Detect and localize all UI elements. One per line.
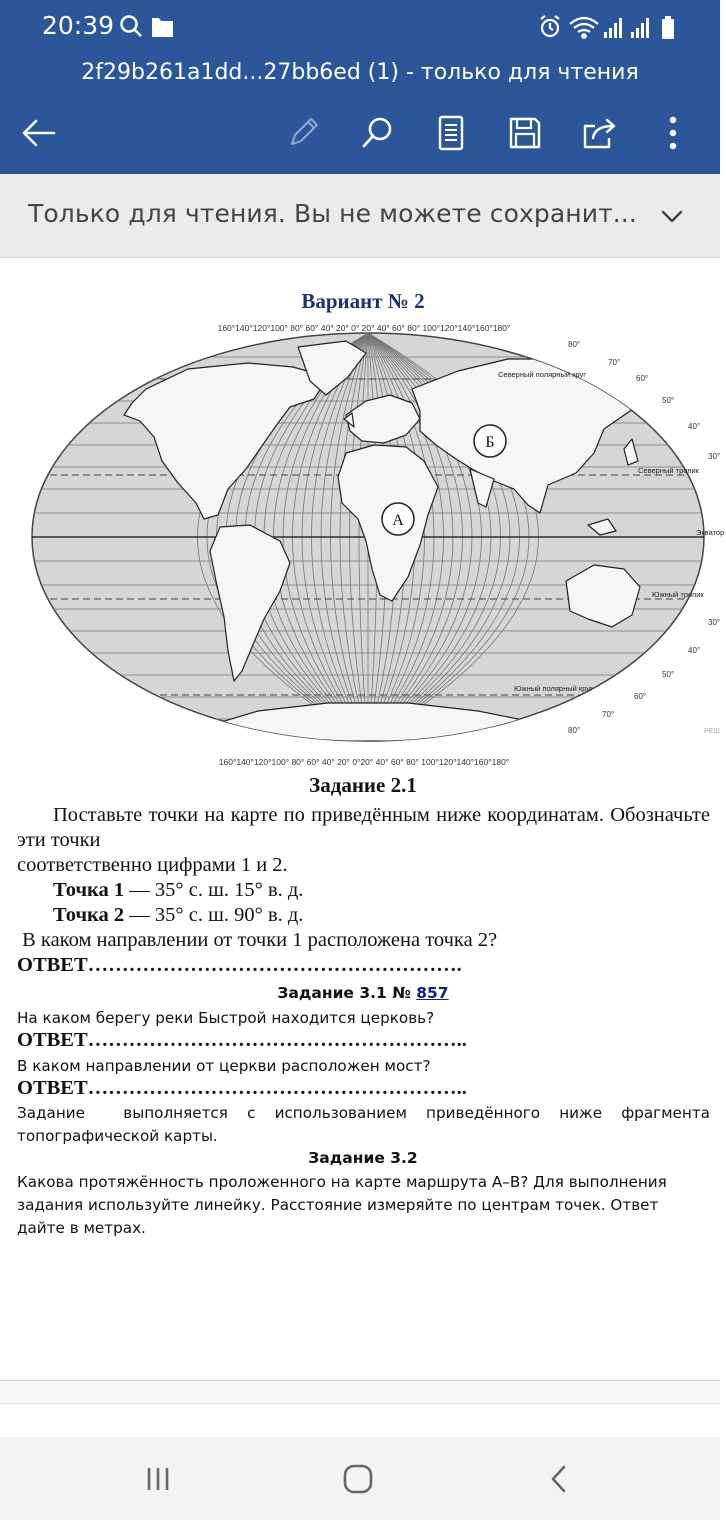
bottom-longitude-scale: 160°140°120°100° 80° 60° 40° 20° 0°20° 40° 60° 80° 100°120°140°160°180° — [218, 757, 510, 767]
task-2-1-point2 — [17, 903, 710, 928]
read-only-banner[interactable] — [0, 174, 720, 258]
more-options-icon — [668, 116, 678, 150]
battery-icon — [662, 16, 674, 39]
tropic-capricorn-label: Южный тропик — [652, 590, 704, 599]
reading-view-icon — [437, 115, 465, 151]
lat-label: 70° — [602, 710, 615, 719]
point-b-marker — [474, 425, 506, 457]
point1-label: Точка 1 — [53, 879, 125, 901]
signal-icon-1 — [604, 18, 622, 38]
point-b-label: Б — [485, 434, 495, 451]
world-map-graphic — [28, 319, 725, 771]
wifi-icon — [570, 18, 598, 38]
point-a-label: А — [392, 512, 404, 529]
task-3-1-title-text: Задание 3.1 № — [277, 984, 417, 1002]
document-title: 2f29b261a1dd...27bb6ed (1) - только для чтения — [81, 60, 639, 85]
task-2-1-instruction-cont: соответственно цифрами 1 и 2. — [17, 854, 288, 876]
lat-label: 60° — [636, 374, 649, 383]
lat-label: 40° — [688, 646, 701, 655]
lat-label: 30° — [708, 618, 721, 627]
lat-label: 50° — [662, 396, 675, 405]
status-bar — [0, 0, 720, 54]
task-2-1-question: В каком направлении от точки 1 расположена точка 2? — [17, 929, 498, 951]
share-icon — [581, 116, 617, 150]
status-right-icons — [538, 14, 680, 45]
task-2-1-title: Задание 2.1 — [309, 773, 417, 797]
home-icon — [341, 1462, 375, 1496]
equator-label: Экватор — [696, 528, 725, 537]
search-button[interactable] — [352, 108, 402, 158]
back-arrow-icon — [21, 118, 57, 148]
read-only-message: Только для чтения. Вы не можете сохранит... — [28, 199, 637, 228]
task-3-1-title — [0, 984, 726, 1002]
save-icon — [508, 116, 542, 150]
chevron-down-icon[interactable] — [658, 202, 686, 230]
edit-button[interactable] — [278, 108, 328, 158]
home-button[interactable] — [338, 1459, 378, 1499]
point2-label: Точка 2 — [53, 904, 125, 926]
task-2-1-answer-line: ОТВЕТ………………………………………………. — [17, 954, 462, 976]
more-options-button[interactable] — [648, 108, 698, 158]
map-watermark: РЕШ — [704, 728, 720, 735]
top-longitude-scale: 160°140°120°100° 80° 60° 40° 20° 0° 20° 40° 60° 80° 100°120°140°160°180° — [217, 323, 511, 333]
task-2-1-point1 — [17, 878, 710, 903]
task-3-1-answer-2: ОТВЕТ……………………………………………….. — [17, 1077, 467, 1099]
lat-label: 70° — [608, 358, 621, 367]
task-3-1-question-2: В каком направлении от церкви расположен мост? — [17, 1057, 431, 1075]
antarctic-circle-label: Южный полярный круг — [514, 684, 593, 693]
task-3-2-question: Какова протяжённость проложенного на карте маршрута А–В? Для выполнения задания используйте линейку. Расстояние измеряйте по центрам точек. Ответ дайте в метрах. — [17, 1173, 667, 1237]
lat-label: 50° — [662, 670, 675, 679]
save-button[interactable] — [500, 108, 550, 158]
document-page[interactable] — [0, 259, 725, 1381]
point2-coords: — 35° с. ш. 90° в. д. — [124, 904, 304, 926]
back-icon — [545, 1464, 575, 1494]
edit-pencil-icon — [286, 116, 320, 150]
recent-apps-icon — [143, 1464, 173, 1494]
toolbar — [0, 108, 720, 158]
lat-label: 40° — [688, 422, 701, 431]
lat-label: 60° — [634, 692, 647, 701]
task-2-1-instruction: Поставьте точки на карте по приведённым ниже координатам. Обозначьте эти точки — [17, 804, 710, 851]
task-3-1-link[interactable]: 857 — [416, 984, 449, 1002]
nav-back-button[interactable] — [540, 1459, 580, 1499]
lat-label: 80° — [568, 340, 581, 349]
task-3-2-title: Задание 3.2 — [308, 1149, 418, 1167]
tropic-cancer-label: Северный тропик — [638, 466, 699, 475]
search-status-icon — [122, 17, 142, 37]
task-2-1-body — [17, 803, 710, 978]
back-button[interactable] — [14, 108, 64, 158]
lat-label: 30° — [708, 452, 721, 461]
point-a-marker — [382, 503, 414, 535]
variant-title: Вариант № 2 — [301, 289, 425, 313]
system-nav-bar — [0, 1437, 720, 1520]
alarm-icon — [541, 16, 559, 36]
recent-apps-button[interactable] — [138, 1459, 178, 1499]
world-map — [28, 319, 725, 771]
reading-view-button[interactable] — [426, 108, 476, 158]
share-button[interactable] — [574, 108, 624, 158]
app-bar — [0, 0, 720, 174]
status-left-icons — [118, 14, 178, 45]
task-3-1-answer-1: ОТВЕТ……………………………………………….. — [17, 1029, 467, 1051]
arctic-circle-label: Северный полярный круг — [498, 370, 586, 379]
signal-icon-2 — [631, 18, 649, 38]
point1-coords: — 35° с. ш. 15° в. д. — [124, 879, 304, 901]
task-3-1-question-1: На каком берегу реки Быстрой находится церковь? — [17, 1009, 435, 1027]
folder-status-icon — [152, 18, 173, 37]
lat-label: 80° — [568, 726, 581, 735]
task-3-1-note: Задание выполняется с использованием приведённого ниже фрагмента топографической карты. — [17, 1104, 715, 1145]
page-separator — [0, 1380, 720, 1404]
status-time: 20:39 — [42, 11, 115, 40]
search-icon — [359, 115, 395, 151]
